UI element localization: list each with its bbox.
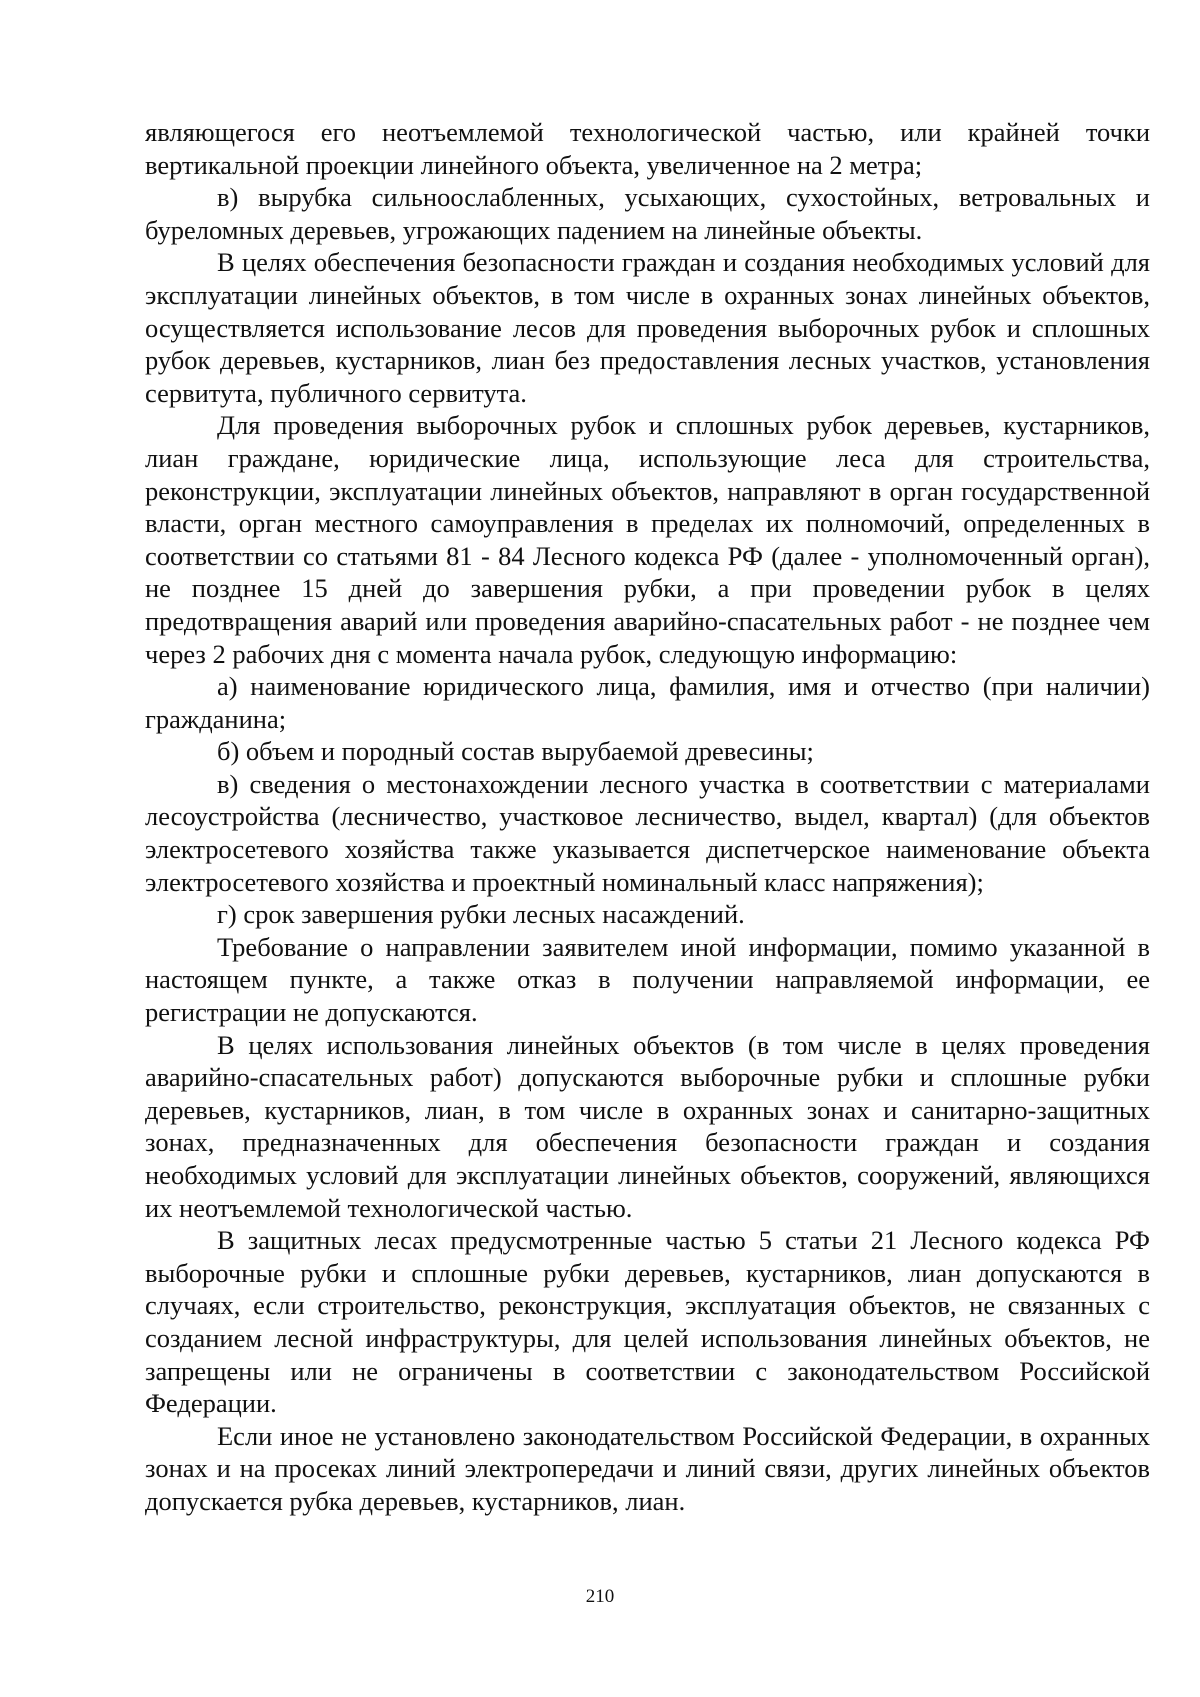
paragraph-power-line-clearings: Если иное не установлено законодательством Российской Федерации, в охранных зонах и на просеках линий электропередачи и линий связи, других линейных объектов допускается рубка деревьев, кустарников, лиан. <box>145 1420 1150 1516</box>
paragraph-protective-forests: В защитных лесах предусмотренные частью 5 статьи 21 Лесного кодекса РФ выборочные рубки и сплошные рубки деревьев, кустарников, лиан допускаются в случаях, если строительство, реконструкция, эксплуатация объектов, не связанных с созданием лесной инфраструктуры, для целей использования линейных объектов, не запрещены или не ограничены в соответствии с законодательством Российской Федерации. <box>145 1225 1150 1419</box>
paragraph-continuation: являющегося его неотъемлемой технологической частью, или крайней точки вертикальной проекции линейного объекта, увеличенное на 2 метра; <box>145 117 1150 180</box>
paragraph-information-submission: Для проведения выборочных рубок и сплошных рубок деревьев, кустарников, лиан граждане, юридические лица, использующие леса для строительства, реконструкции, эксплуатации линейных объектов, направляют в орган государственной власти, орган местного самоуправления в пределах их полномочий, определенных в соответствии со статьями 81 - 84 Лесного кодекса РФ (далее - уполномоченный орган), не позднее 15 дней до завершения рубки, а при проведении рубок в целях предотвращения аварий или проведения аварийно-спасательных работ - не позднее чем через 2 рабочих дня с момента начала рубок, следующую информацию: <box>145 410 1150 669</box>
paragraph-requirements: Требование о направлении заявителем иной информации, помимо указанной в настоящем пункте, а также отказ в получении направляемой информации, ее регистрации не допускаются. <box>145 931 1150 1028</box>
paragraph-item-g-deadline: г) срок завершения рубки лесных насаждений. <box>217 899 745 930</box>
paragraph-item-a-name: а) наименование юридического лица, фамилия, имя и отчество (при наличии) гражданина; <box>145 671 1150 734</box>
paragraph-safety-purposes: В целях обеспечения безопасности граждан и создания необходимых условий для эксплуатации линейных объектов, в том числе в охранных зонах линейных объектов, осуществляется использование лесов для проведения выборочных рубок и сплошных рубок деревьев, кустарников, лиан без предоставления лесных участков, установления сервитута, публичного сервитута. <box>145 247 1150 408</box>
paragraph-item-b-volume: б) объем и породный состав вырубаемой древесины; <box>217 736 814 767</box>
page-number: 210 <box>585 1586 615 1607</box>
document-body <box>145 116 1150 1518</box>
paragraph-linear-objects-use: В целях использования линейных объектов (в том числе в целях проведения аварийно-спасательных работ) допускаются выборочные рубки и сплошные рубки деревьев, кустарников, лиан, в том числе в охранных зонах и санитарно-защитных зонах, предназначенных для обеспечения безопасности граждан и создания необходимых условий для эксплуатации линейных объектов, сооружений, являющихся их неотъемлемой технологической частью. <box>145 1029 1150 1223</box>
paragraph-item-v-location: в) сведения о местонахождении лесного участка в соответствии с материалами лесоустройства (лесничество, участковое лесничество, выдел, квартал) (для объектов электросетевого хозяйства также указывается диспетчерское наименование объекта электросетевого хозяйства и проектный номинальный класс напряжения); <box>145 768 1150 897</box>
paragraph-item-v-felling: в) вырубка сильноослабленных, усыхающих, сухостойных, ветровальных и буреломных деревьев, угрожающих падением на линейные объекты. <box>145 182 1150 245</box>
